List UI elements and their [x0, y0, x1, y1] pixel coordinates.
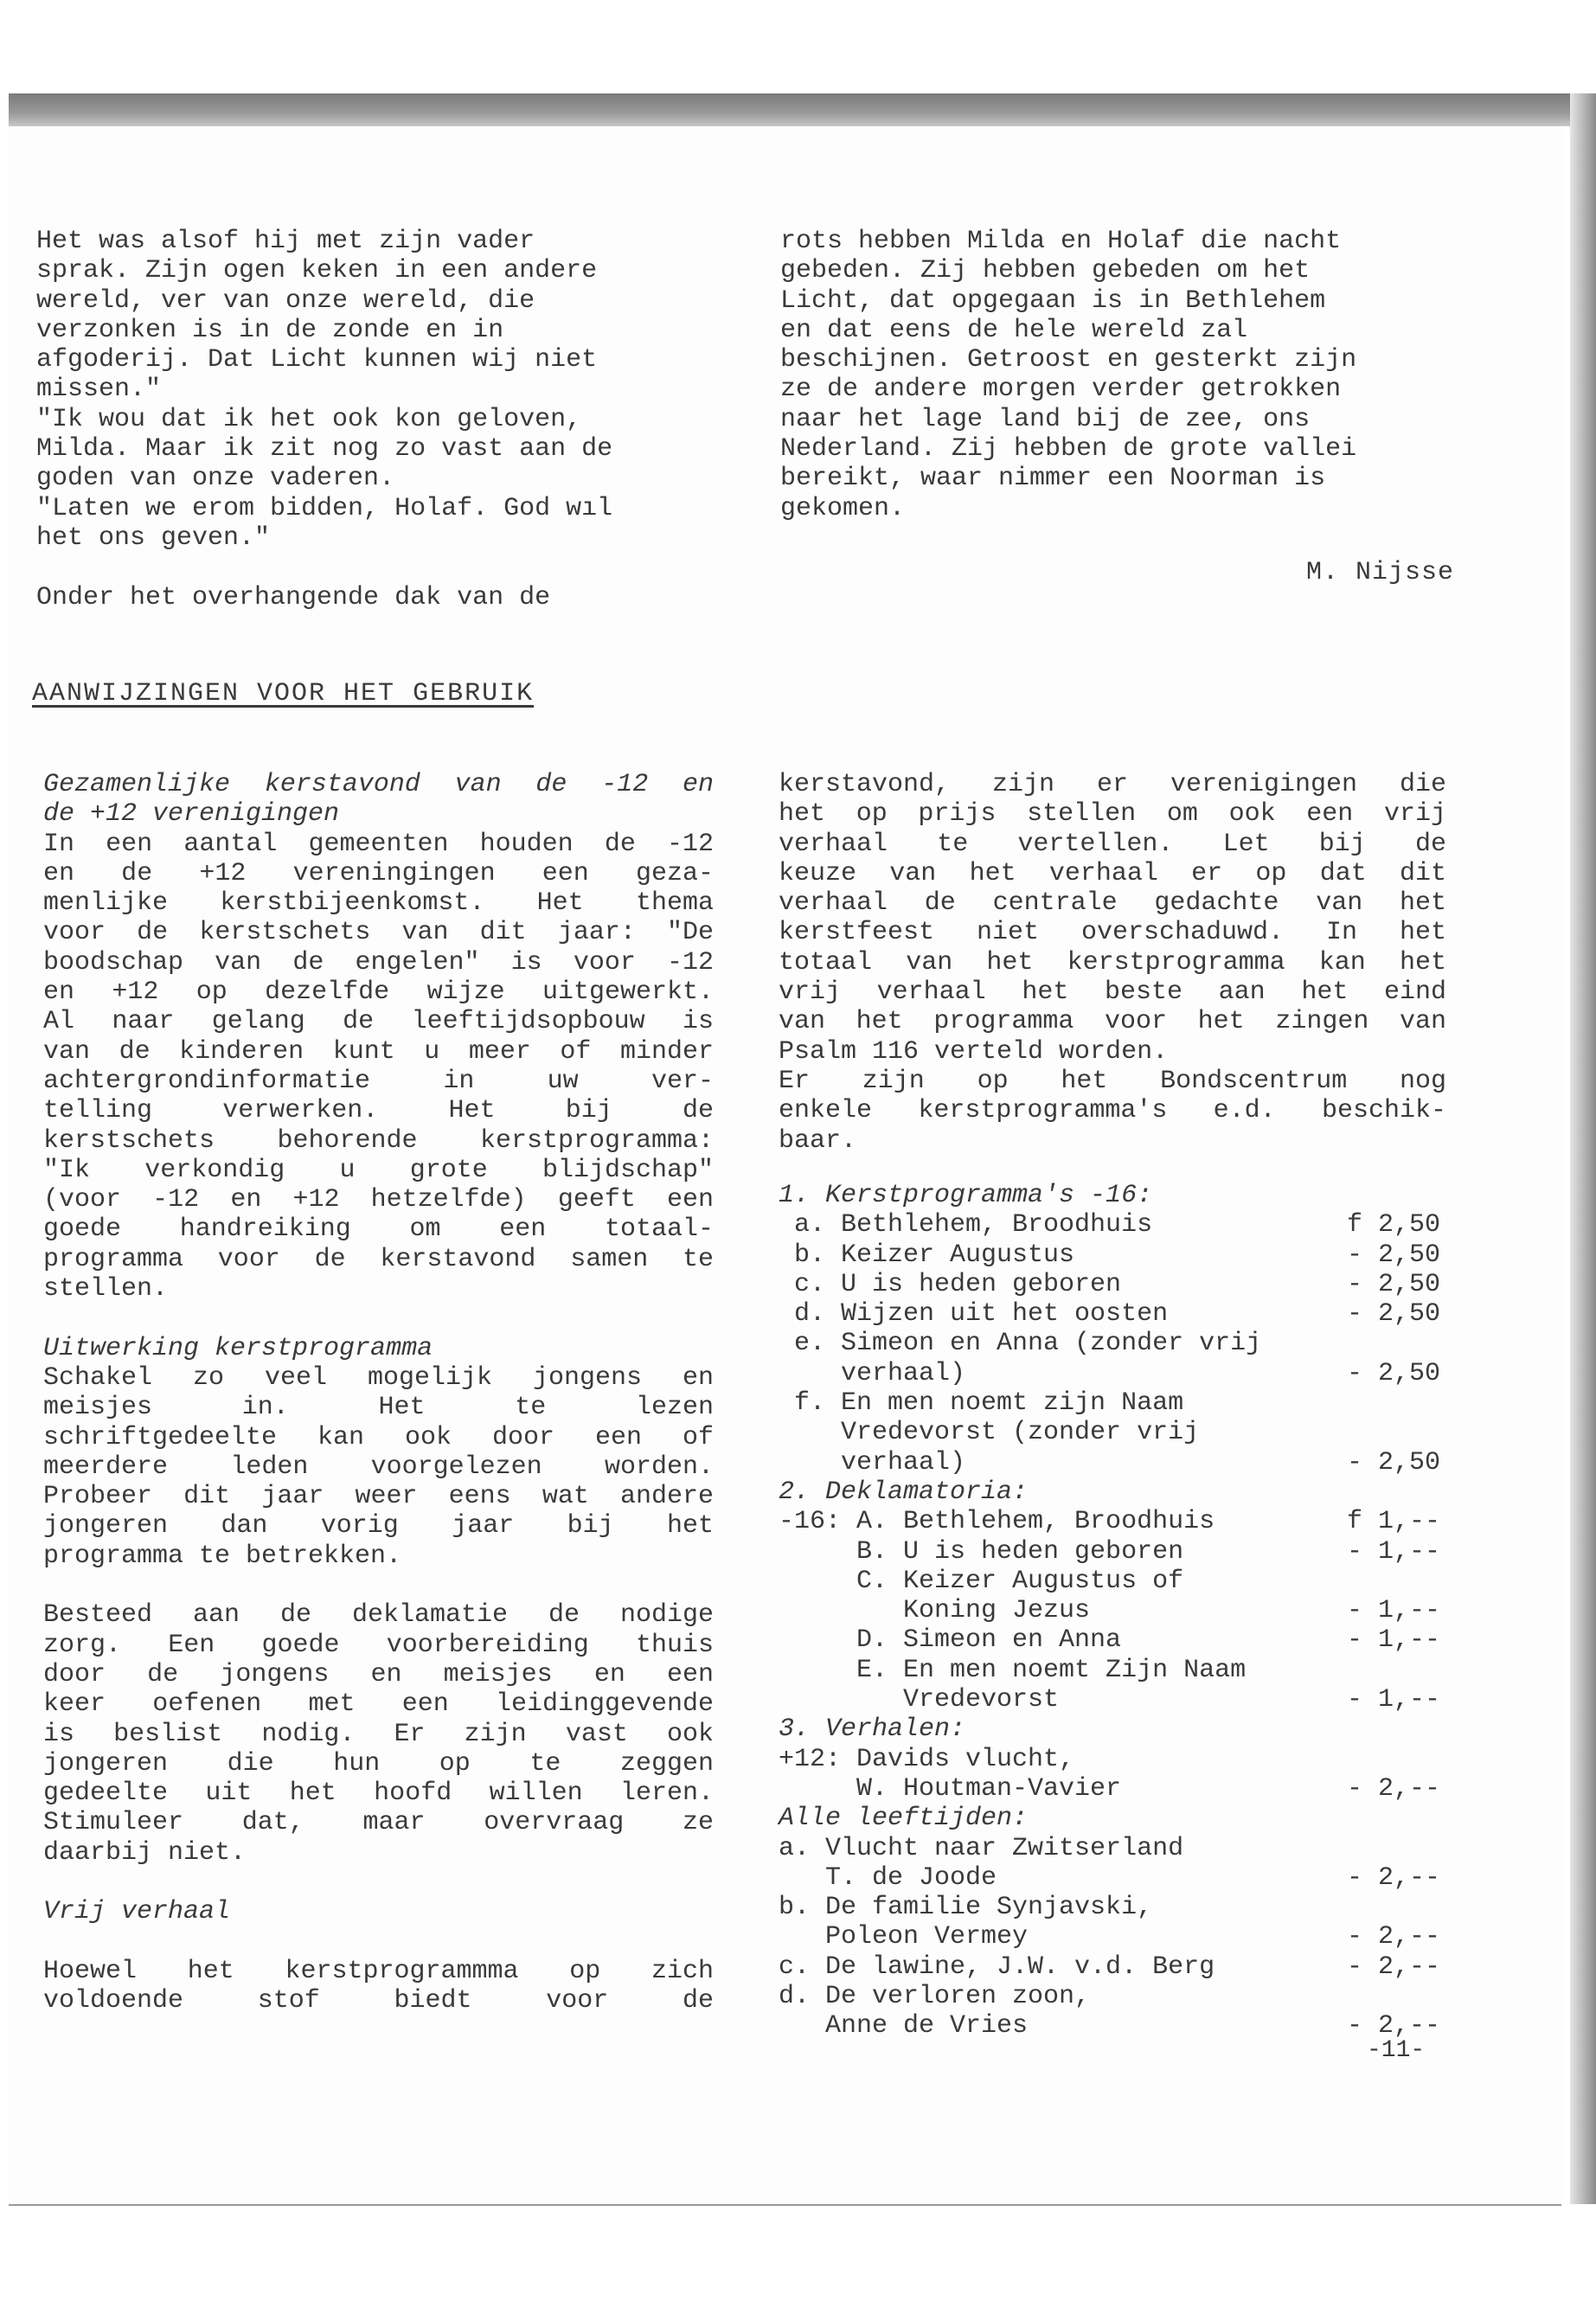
- price-row: [779, 1507, 1440, 1536]
- text-line: Het was alsof hij met zijn vader: [36, 227, 535, 256]
- text-line: goede handreiking om een totaal-: [43, 1215, 714, 1245]
- author-signature: M. Nijsse: [1306, 558, 1455, 587]
- text-line: wereld, ver van onze wereld, die: [36, 285, 535, 316]
- item-price: [1324, 1567, 1440, 1596]
- item-price: - 1,--: [1346, 1685, 1440, 1715]
- story-column-left: [36, 227, 715, 612]
- text-line: het op prijs stellen om ook een vrij: [779, 799, 1446, 830]
- price-row: [779, 1359, 1440, 1388]
- item-price: - 2,--: [1346, 1773, 1440, 1804]
- price-row: [779, 1329, 1440, 1358]
- price-row: [779, 1656, 1440, 1685]
- text-line: gekomen.: [780, 493, 906, 523]
- item-price: [1324, 1834, 1440, 1863]
- item-label: c. U is heden geboren: [779, 1269, 1122, 1299]
- text-line: Er zijn op het Bondscentrum nog: [779, 1066, 1446, 1096]
- subheading-line: Gezamenlijke kerstavond van de -12 en: [43, 770, 714, 799]
- price-row: [779, 1774, 1440, 1804]
- text-line: [43, 1927, 714, 1957]
- text-line: voor de kerstschets van dit jaar: "De: [43, 918, 714, 948]
- text-line: kerstfeest niet overschaduwd. In het: [779, 918, 1446, 948]
- item-price: [1324, 1715, 1440, 1744]
- text-line: Licht, dat opgegaan is in Bethlehem: [780, 285, 1326, 316]
- item-label: 2. Deklamatoria:: [779, 1477, 1029, 1507]
- text-line: missen.": [36, 375, 162, 405]
- item-price: - 2,50: [1346, 1299, 1440, 1330]
- text-line: gedeelte uit het hoofd willen leren.: [43, 1779, 714, 1809]
- text-line: keer oefenen met een leidinggevende: [43, 1689, 714, 1720]
- text-line: [36, 553, 715, 582]
- text-line: verhaal te vertellen. Let bij de: [779, 829, 1446, 859]
- text-line: Hoewel het kerstprogrammma op zich: [43, 1956, 714, 1986]
- text-line: jongeren dan vorig jaar bij het: [43, 1511, 714, 1541]
- text-line: van de kinderen kunt u meer of minder: [43, 1036, 714, 1067]
- price-row: [779, 1299, 1440, 1329]
- text-line: Besteed aan de deklamatie de nodige: [43, 1600, 714, 1631]
- item-label: B. U is heden geboren: [779, 1536, 1184, 1567]
- text-line: van het programma voor het zingen van: [779, 1007, 1446, 1037]
- text-line: kerstavond, zijn er verenigingen die: [779, 770, 1446, 799]
- text-line: enkele kerstprogramma's e.d. beschik-: [779, 1096, 1446, 1126]
- text-line: Schakel zo veel mogelijk jongens en: [43, 1362, 714, 1393]
- item-price: - 2,--: [1346, 2011, 1440, 2041]
- text-line: afgoderij. Dat Licht kunnen wij niet: [36, 345, 598, 375]
- text-line: door de jongens en meisjes en een: [43, 1659, 714, 1689]
- item-price: - 2,--: [1346, 1862, 1440, 1893]
- text-line: jongeren die hun op te zeggen: [43, 1748, 714, 1779]
- item-price: - 1,--: [1346, 1625, 1440, 1656]
- page-number: -11-: [1367, 2037, 1426, 2064]
- item-label: -16: A. Bethlehem, Broodhuis: [779, 1507, 1215, 1537]
- text-line: is beslist nodig. Er zijn vast ook: [43, 1719, 714, 1749]
- item-price: [1324, 1656, 1440, 1685]
- price-list: [779, 1181, 1440, 2041]
- text-line: Stimuleer dat, maar overvraag ze: [43, 1808, 714, 1838]
- item-price: - 2,50: [1346, 1358, 1440, 1388]
- price-row: [779, 2011, 1440, 2041]
- price-row: [779, 1181, 1440, 1210]
- item-label: b. De familie Synjavski,: [779, 1893, 1153, 1923]
- item-label: d. Wijzen uit het oosten: [779, 1299, 1169, 1330]
- price-row: [779, 1240, 1440, 1270]
- item-price: [1324, 1804, 1440, 1833]
- text-line: en +12 op dezelfde wijze uitgewerkt.: [43, 977, 714, 1008]
- item-label: +12: Davids vlucht,: [779, 1744, 1075, 1774]
- text-line: achtergrondinformatie in uw ver-: [43, 1066, 714, 1096]
- text-line: Al naar gelang de leeftijdsopbouw is: [43, 1007, 714, 1037]
- price-row: [779, 1537, 1440, 1567]
- text-line: Milda. Maar ik zit nog zo vast aan de: [36, 434, 613, 465]
- item-label: 1. Kerstprogramma's -16:: [779, 1181, 1153, 1210]
- item-label: C. Keizer Augustus of: [779, 1566, 1184, 1596]
- item-label: a. Vlucht naar Zwitserland: [779, 1833, 1184, 1863]
- text-line: zorg. Een goede voorbereiding thuis: [43, 1630, 714, 1660]
- item-label: verhaal): [779, 1358, 966, 1388]
- item-price: [1324, 1329, 1440, 1358]
- text-line: stellen.: [43, 1274, 169, 1304]
- text-line: naar het lage land bij de zee, ons: [780, 404, 1311, 434]
- text-line: Nederland. Zij hebben de grote vallei: [780, 434, 1357, 465]
- text-line: "Ik wou dat ik het ook kon geloven,: [36, 404, 582, 434]
- price-row: [779, 1210, 1440, 1240]
- item-label: E. En men noemt Zijn Naam: [779, 1655, 1247, 1685]
- price-row: [779, 1418, 1440, 1447]
- item-label: e. Simeon en Anna (zonder vrij: [779, 1329, 1262, 1359]
- item-label: c. De lawine, J.W. v.d. Berg: [779, 1952, 1215, 1982]
- subheading-line: de +12 verenigingen: [43, 799, 340, 830]
- text-line: [43, 1571, 714, 1600]
- text-line: Onder het overhangende dak van de: [36, 582, 551, 612]
- item-label: Alle leeftijden:: [779, 1804, 1029, 1834]
- item-price: - 2,--: [1346, 1952, 1440, 1982]
- text-line: keuze van het verhaal er op dat dit: [779, 858, 1446, 888]
- item-label: d. De verloren zoon,: [779, 1982, 1091, 2012]
- price-row: [779, 1922, 1440, 1952]
- item-label: 3. Verhalen:: [779, 1715, 966, 1745]
- item-label: W. Houtman-Vavier: [779, 1773, 1122, 1804]
- item-price: [1324, 1388, 1440, 1418]
- text-line: meerdere leden voorgelezen worden.: [43, 1452, 714, 1482]
- item-label: a. Bethlehem, Broodhuis: [779, 1210, 1153, 1240]
- text-line: en dat eens de hele wereld zal: [780, 315, 1248, 345]
- text-line: daarbij niet.: [43, 1837, 247, 1868]
- text-line: bereikt, waar nimmer een Noorman is: [780, 464, 1326, 494]
- item-price: - 2,50: [1346, 1240, 1440, 1270]
- price-row: [779, 1448, 1440, 1477]
- price-row: [779, 1477, 1440, 1507]
- subheading-line: Vrij verhaal: [43, 1897, 231, 1927]
- price-row: [779, 1804, 1440, 1833]
- item-price: [1324, 1982, 1440, 2011]
- text-line: In een aantal gemeenten houden de -12: [43, 829, 714, 859]
- text-line: kerstschets behorende kerstprogramma:: [43, 1125, 714, 1156]
- subheading-line: Uitwerking kerstprogramma: [43, 1333, 433, 1363]
- text-line: Probeer dit jaar weer eens wat andere: [43, 1482, 714, 1512]
- price-row: [779, 1596, 1440, 1625]
- item-label: verhaal): [779, 1447, 966, 1477]
- story-column-right: [780, 227, 1455, 523]
- item-price: - 1,--: [1346, 1596, 1440, 1626]
- text-line: het ons geven.": [36, 522, 271, 553]
- instructions-column-left: [43, 770, 714, 2016]
- instructions-column-right: [779, 770, 1446, 1156]
- price-row: [779, 1685, 1440, 1715]
- scan-right-edge: [1570, 93, 1596, 2204]
- text-line: rots hebben Milda en Holaf die nacht: [780, 227, 1342, 256]
- item-label: Vredevorst: [779, 1685, 1060, 1715]
- section-heading: AANWIJZINGEN VOOR HET GEBRUIK: [32, 679, 535, 708]
- price-row: [779, 1715, 1440, 1744]
- price-row: [779, 1270, 1440, 1299]
- item-label: Poleon Vermey: [779, 1922, 1029, 1952]
- text-line: en de +12 vereningingen een geza-: [43, 858, 714, 888]
- item-price: - 2,--: [1346, 1922, 1440, 1952]
- item-price: - 2,50: [1346, 1269, 1440, 1299]
- text-line: gebeden. Zij hebben gebeden om het: [780, 256, 1311, 286]
- text-line: boodschap van de engelen" is voor -12: [43, 947, 714, 977]
- text-line: verhaal de centrale gedachte van het: [779, 888, 1446, 919]
- text-line: vrij verhaal het beste aan het eind: [779, 977, 1446, 1008]
- text-line: meisjes in. Het te lezen: [43, 1393, 714, 1423]
- text-line: goden van onze vaderen.: [36, 464, 395, 494]
- item-price: [1324, 1893, 1440, 1922]
- item-price: - 2,50: [1346, 1447, 1440, 1477]
- price-row: [779, 1863, 1440, 1893]
- item-price: [1324, 1418, 1440, 1447]
- item-price: [1324, 1181, 1440, 1210]
- price-row: [779, 1625, 1440, 1655]
- item-price: f 1,--: [1346, 1507, 1440, 1537]
- text-line: (voor -12 en +12 hetzelfde) geeft een: [43, 1185, 714, 1215]
- text-line: beschijnen. Getroost en gesterkt zijn: [780, 345, 1357, 375]
- text-line: Psalm 116 verteld worden.: [779, 1036, 1169, 1067]
- text-line: [43, 1868, 714, 1897]
- item-label: Koning Jezus: [779, 1596, 1091, 1626]
- price-row: [779, 1982, 1440, 2011]
- price-row: [779, 1388, 1440, 1418]
- text-line: programma voor de kerstavond samen te: [43, 1244, 714, 1274]
- item-label: b. Keizer Augustus: [779, 1240, 1075, 1270]
- text-line: schriftgedeelte kan ook door een of: [43, 1422, 714, 1452]
- scan-top-edge: [9, 93, 1587, 126]
- item-label: T. de Joode: [779, 1862, 997, 1893]
- item-label: Anne de Vries: [779, 2011, 1029, 2041]
- text-line: "Ik verkondig u grote blijdschap": [43, 1155, 714, 1185]
- text-line: telling verwerken. Het bij de: [43, 1096, 714, 1126]
- item-price: [1324, 1745, 1440, 1774]
- text-line: programma te betrekken.: [43, 1541, 402, 1571]
- price-row: [779, 1893, 1440, 1922]
- price-row: [779, 1745, 1440, 1774]
- text-line: baar.: [779, 1125, 857, 1156]
- item-price: [1324, 1477, 1440, 1507]
- text-line: [43, 1304, 714, 1333]
- text-line: menlijke kerstbijeenkomst. Het thema: [43, 888, 714, 919]
- text-line: verzonken is in de zonde en in: [36, 315, 504, 345]
- item-label: f. En men noemt zijn Naam: [779, 1388, 1184, 1419]
- price-row: [779, 1952, 1440, 1982]
- text-line: sprak. Zijn ogen keken in een andere: [36, 256, 598, 286]
- text-line: totaal van het kerstprogramma kan het: [779, 947, 1446, 977]
- text-line: ze de andere morgen verder getrokken: [780, 375, 1342, 405]
- text-line: voldoende stof biedt voor de: [43, 1986, 714, 2016]
- item-label: Vredevorst (zonder vrij: [779, 1418, 1200, 1448]
- text-line: "Laten we erom bidden, Holaf. God wıl: [36, 493, 613, 523]
- price-row: [779, 1834, 1440, 1863]
- item-label: D. Simeon en Anna: [779, 1625, 1122, 1656]
- price-row: [779, 1567, 1440, 1596]
- item-price: f 2,50: [1346, 1210, 1440, 1240]
- item-price: - 1,--: [1346, 1536, 1440, 1567]
